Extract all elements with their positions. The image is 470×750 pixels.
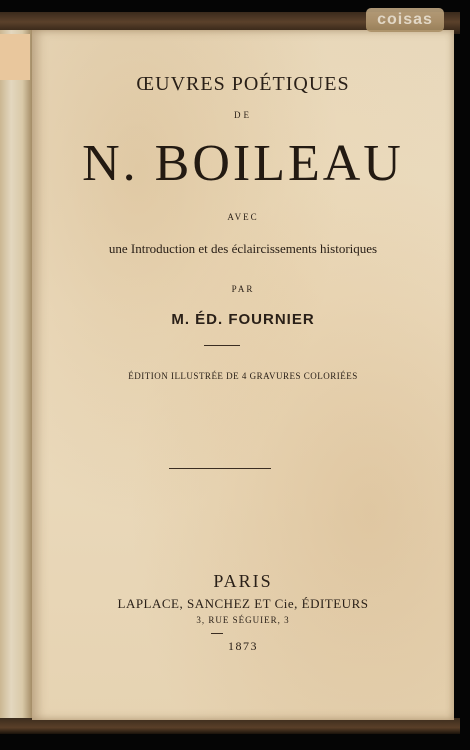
watermark-logo: coisas: [366, 8, 444, 32]
de-label: DE: [234, 110, 252, 120]
spine-label: [0, 34, 30, 80]
author-name: N. BOILEAU: [82, 135, 404, 192]
title-page: [32, 30, 454, 720]
imprint-publisher: LAPLACE, SANCHEZ ET Cie, ÉDITEURS: [117, 596, 369, 611]
edition-note: ÉDITION ILLUSTRÉE DE 4 GRAVURES COLORIÉES: [128, 371, 358, 381]
imprint-year: 1873: [228, 639, 258, 653]
avec-label: AVEC: [227, 212, 259, 222]
book-binding-bottom: [0, 718, 460, 734]
divider-long: [169, 468, 271, 469]
editor-name: M. ÉD. FOURNIER: [171, 311, 315, 328]
divider-short: [204, 345, 240, 346]
imprint-address: 3, RUE SÉGUIER, 3: [196, 615, 290, 625]
divider-tiny: [211, 633, 223, 634]
work-title: ŒUVRES POÉTIQUES: [136, 73, 350, 95]
imprint-city: PARIS: [213, 571, 273, 591]
introduction-line: une Introduction et des éclaircissements historiques: [108, 241, 378, 256]
par-label: PAR: [231, 284, 255, 294]
book-spine-edge: [0, 30, 33, 720]
